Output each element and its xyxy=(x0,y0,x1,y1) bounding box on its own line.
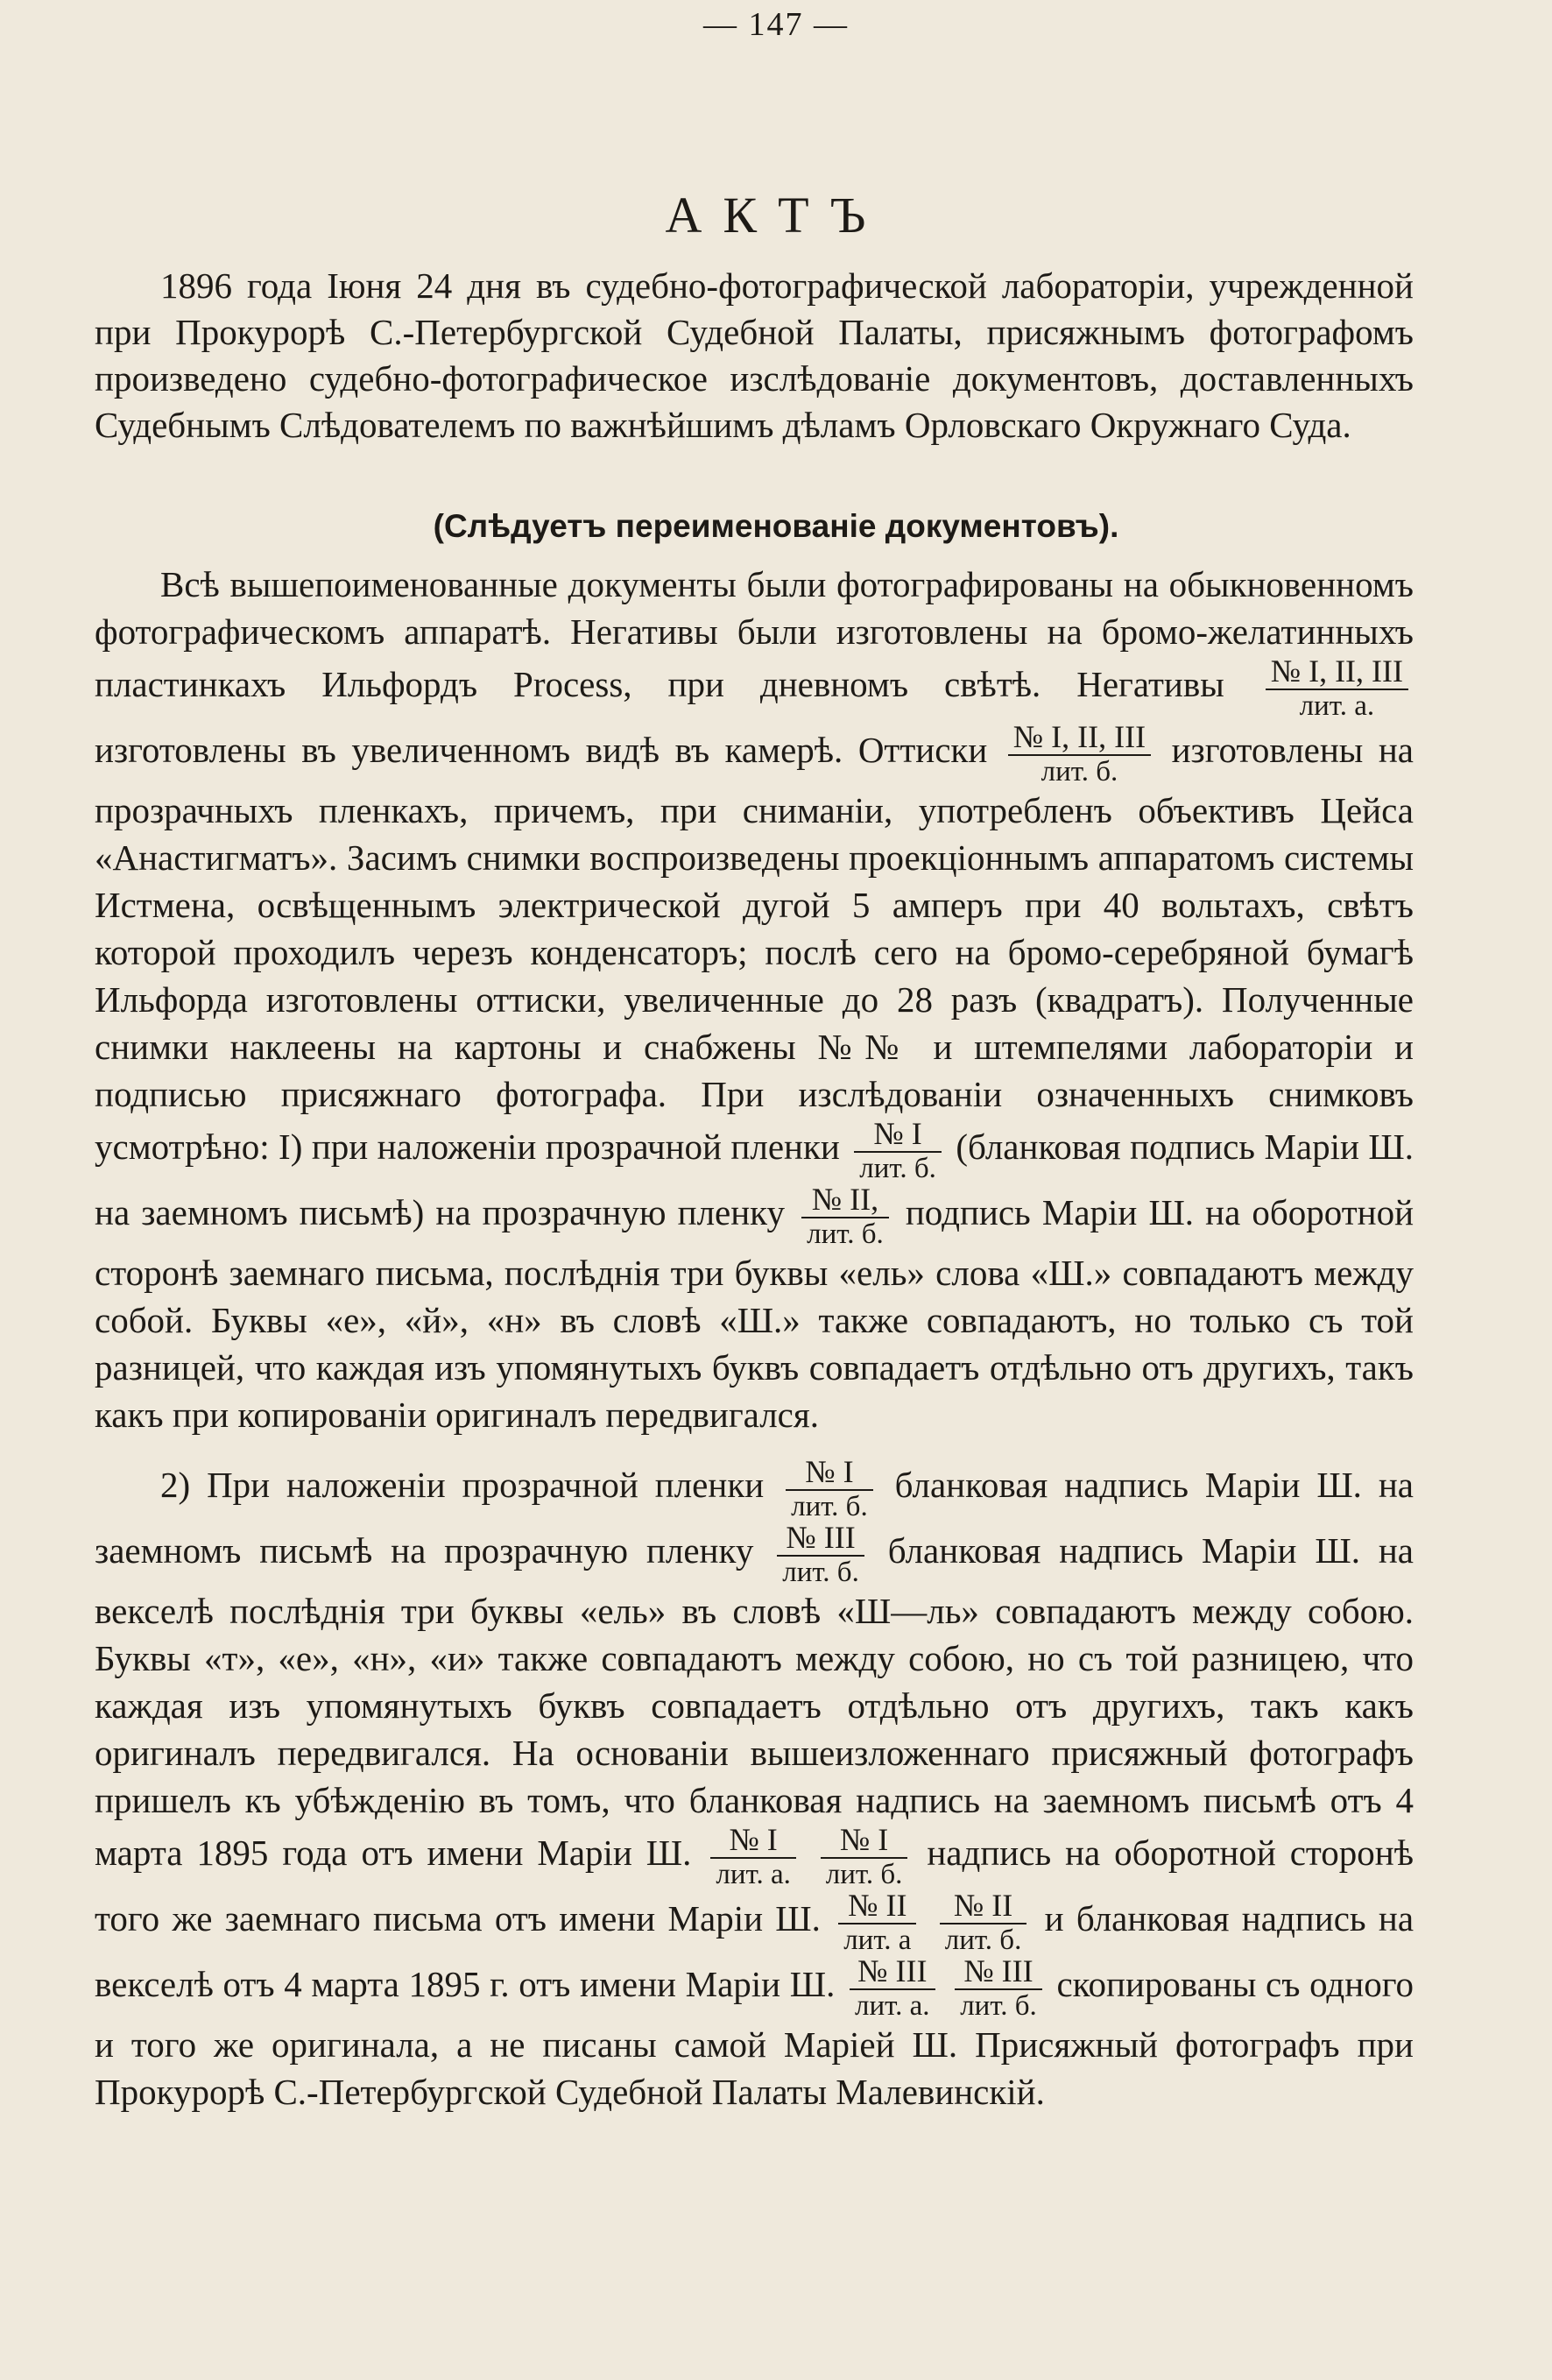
text-run: бланковая надпись Маріи Ш. на заемномъ письмѣ на прозрачную пленку xyxy=(95,1464,1414,1571)
fraction-numerator: № I, II, III xyxy=(1266,655,1408,690)
fraction-numerator: № I, II, III xyxy=(1008,721,1151,756)
fraction-numerator: № II, xyxy=(801,1183,889,1218)
fraction-numerator: № II xyxy=(838,1889,916,1924)
text-run: надпись на оборотной сторонѣ того же заемнаго письма отъ имени Маріи Ш. xyxy=(95,1832,1414,1939)
fraction-numerator: № I xyxy=(710,1824,795,1859)
text-run: изготовлены въ увеличенномъ видѣ въ камерѣ. Оттиски xyxy=(95,729,988,770)
fraction-denominator: лит. б. xyxy=(944,1924,1022,1956)
page-number: — 147 — xyxy=(703,6,849,43)
text-run: 2) При наложеніи прозрачной пленки xyxy=(160,1464,765,1505)
paragraph-photography xyxy=(95,561,1414,1438)
fraction xyxy=(854,1118,942,1183)
fraction-denominator: лит. а. xyxy=(855,1990,930,2022)
text-run: (бланковая подпись Маріи Ш. на заемномъ письмѣ) на прозрачную пленку xyxy=(95,1126,1414,1232)
text-run: Всѣ вышепоименованные документы были фотографированы на обыкновенномъ фотографическомъ аппаратѣ. Негативы были изготовлены на бромо-желатинныхъ пластинкахъ Ильфордъ Process, при дневномъ свѣтѣ. Негативы xyxy=(95,564,1414,704)
fraction-denominator: лит. б. xyxy=(782,1557,859,1588)
fraction xyxy=(940,1889,1027,1955)
fraction xyxy=(955,1955,1042,2021)
fraction-denominator: лит. б. xyxy=(859,1153,936,1184)
fraction-denominator: лит. б. xyxy=(825,1859,903,1890)
fraction xyxy=(710,1824,795,1889)
fraction xyxy=(801,1183,889,1249)
fraction-numerator: № I xyxy=(854,1118,942,1153)
fraction-denominator: лит. а xyxy=(843,1924,912,1956)
fraction-denominator: лит. б. xyxy=(807,1218,884,1250)
fraction-numerator: № III xyxy=(777,1522,864,1557)
fraction-denominator: лит. а. xyxy=(1299,690,1375,722)
fraction xyxy=(821,1824,908,1889)
fraction xyxy=(1008,721,1151,787)
section-heading: (Слѣдуетъ переименованіе документовъ). xyxy=(433,508,1119,544)
fraction-denominator: лит. а. xyxy=(716,1859,791,1890)
fraction-numerator: № II xyxy=(940,1889,1027,1924)
fraction-denominator: лит. б. xyxy=(791,1491,868,1522)
text-run: бланковая надпись Маріи Ш. на векселѣ послѣднія три буквы «ель» въ словѣ «Ш—ль» совпадаютъ между собою. Буквы «т», «е», «н», «и» также совпадаютъ между собою, но съ той разницею, что каждая изъ упомянутыхъ буквъ совпадаетъ отдѣльно отъ другихъ, такъ какъ оригиналъ передвигался. На основаніи вышеизложеннаго присяжный фотографъ пришелъ къ убѣжденію въ томъ, что бланковая надпись на заемномъ письмѣ отъ 4 марта 1895 года отъ имени Маріи Ш. xyxy=(95,1529,1414,1873)
paragraph-conclusion xyxy=(95,1456,1414,2115)
text-run: скопированы съ одного и того же оригинала, а не писаны самой Маріей Ш. Присяжный фотографъ при Прокурорѣ С.-Петербургской Судебной Палаты Малевинскій. xyxy=(95,1963,1414,2112)
fraction-numerator: № I xyxy=(786,1456,873,1491)
fraction xyxy=(786,1456,873,1522)
fraction-numerator: № III xyxy=(850,1955,935,1990)
intro-paragraph: 1896 года Іюня 24 дня въ судебно-фотографической лабораторіи, учрежденной при Прокурорѣ С.-Петербургской Судебной Палаты, присяжнымъ фотографомъ произведено судебно-фотографическое изслѣдованіе документовъ, доставленныхъ Судебнымъ Слѣдователемъ по важнѣйшимъ дѣламъ Орловскаго Окружнаго Суда. xyxy=(95,265,1414,445)
fraction-numerator: № I xyxy=(821,1824,908,1859)
text-run: изготовлены на прозрачныхъ пленкахъ, причемъ, при сниманіи, употребленъ объективъ Цейса «Анастигматъ». Засимъ снимки воспроизведены проекціоннымъ аппаратомъ системы Истмена, освѣщеннымъ электрической дугой 5 амперъ при 40 вольтахъ, свѣтъ которой проходилъ черезъ конденсаторъ; послѣ сего на бромо-серебряной бумагѣ Ильфорда изготовлены оттиски, увеличенные до 28 разъ (квадратъ). Полученные снимки наклеены на картоны и снабжены №№ и штемпелями лабораторіи и подписью присяжнаго фотографа. При изслѣдованіи означенныхъ снимковъ усмотрѣно: І) при наложеніи прозрачной пленки xyxy=(95,729,1414,1167)
fraction xyxy=(850,1955,935,2021)
fraction xyxy=(777,1522,864,1587)
fraction-numerator: № III xyxy=(955,1955,1042,1990)
text-run: подпись Маріи Ш. на оборотной сторонѣ заемнаго письма, послѣднія три буквы «ель» слова «Ш.» совпадаютъ между собой. Буквы «е», «й», «н» въ словѣ «Ш.» также совпадаютъ, но только съ той разницей, что каждая изъ упомянутыхъ буквъ совпадаетъ отдѣльно отъ другихъ, такъ какъ при копированіи оригиналъ передвигался. xyxy=(95,1191,1414,1435)
fraction-denominator: лит. б. xyxy=(960,1990,1037,2022)
document-title: АКТЪ xyxy=(665,187,887,244)
fraction xyxy=(1266,655,1408,721)
fraction xyxy=(838,1889,916,1955)
text-run: и бланковая надпись на векселѣ отъ 4 марта 1895 г. отъ имени Маріи Ш. xyxy=(95,1897,1414,2004)
fraction-denominator: лит. б. xyxy=(1041,756,1118,787)
